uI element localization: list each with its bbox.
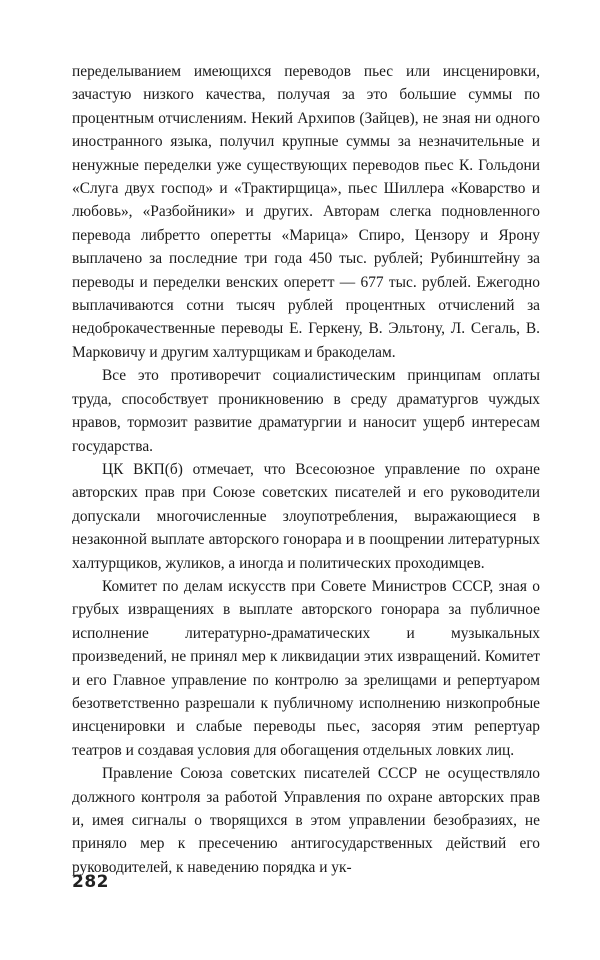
paragraph-ck-vkp: ЦК ВКП(б) отмечает, что Всесоюзное управление по охране авторских прав при Союзе советских писателей и его руководители допускали многочисленные злоупотребления, выражающиеся в незаконной выплате авторского гонорара и в поощрении литературных халтурщиков, жуликов, а иногда и политических проходимцев. [72, 460, 540, 572]
page-body [72, 60, 540, 879]
paragraph-continuation: переделыванием имеющихся переводов пьес или инсценировки, зачастую низкого качества, получая за это большие суммы по процентным отчислениям. Некий Архипов (Зайцев), не зная ни одного иностранного языка, получил крупные суммы за незначительные и ненужные переделки уже существующих переводов пьес К. Гольдони «Слуга двух господ» и «Трактирщица», пьес Шиллера «Коварство и любовь», «Разбойники» и других. Авторам слегка подновленного перевода либретто оперетты «Марица» Спиро, Цензору и Ярону выплачено за последние три года 450 тыс. рублей; Рубинштейну за переводы и переделки венских оперетт — 677 тыс. рублей. Ежегодно выплачиваются сотни тысяч рублей процентных отчислений за недоброкачественные переводы Е. Геркену, В. Эльтону, Л. Сегаль, В. Марковичу и другим халтурщикам и бракоделам. [72, 63, 540, 361]
paragraph-writers-union: Правление Союза советских писателей СССР не осуществляло должного контроля за работой Управления по охране авторских прав и, имея сигналы о творящихся в этом управлении безобразиях, не приняло мер к пресечению антигосударственных действий его руководителей, к наведению порядка и ук- [72, 765, 540, 876]
paragraph-committee: Комитет по делам искусств при Совете Министров СССР, зная о грубых извращениях в выплате авторского гонорара за публичное исполнение литературно-драматических и музыкальных произведений, не принял мер к ликвидации этих извращений. Комитет и его Главное управление по контролю за зрелищами и репертуаром безответственно разрешали к публичному исполнению низкопробные инсценировки и слабые переводы пьес, засоряя этим репертуар театров и создавая условия для обогащения отдельных ловких лиц. [72, 577, 540, 759]
paragraph-socialist-principles: Все это противоречит социалистическим принципам оплаты труда, способствует проникновению в среду драматургов чуждых нравов, тормозит развитие драматургии и наносит ущерб интересам государства. [72, 367, 540, 455]
page-number: 282 [72, 872, 109, 892]
